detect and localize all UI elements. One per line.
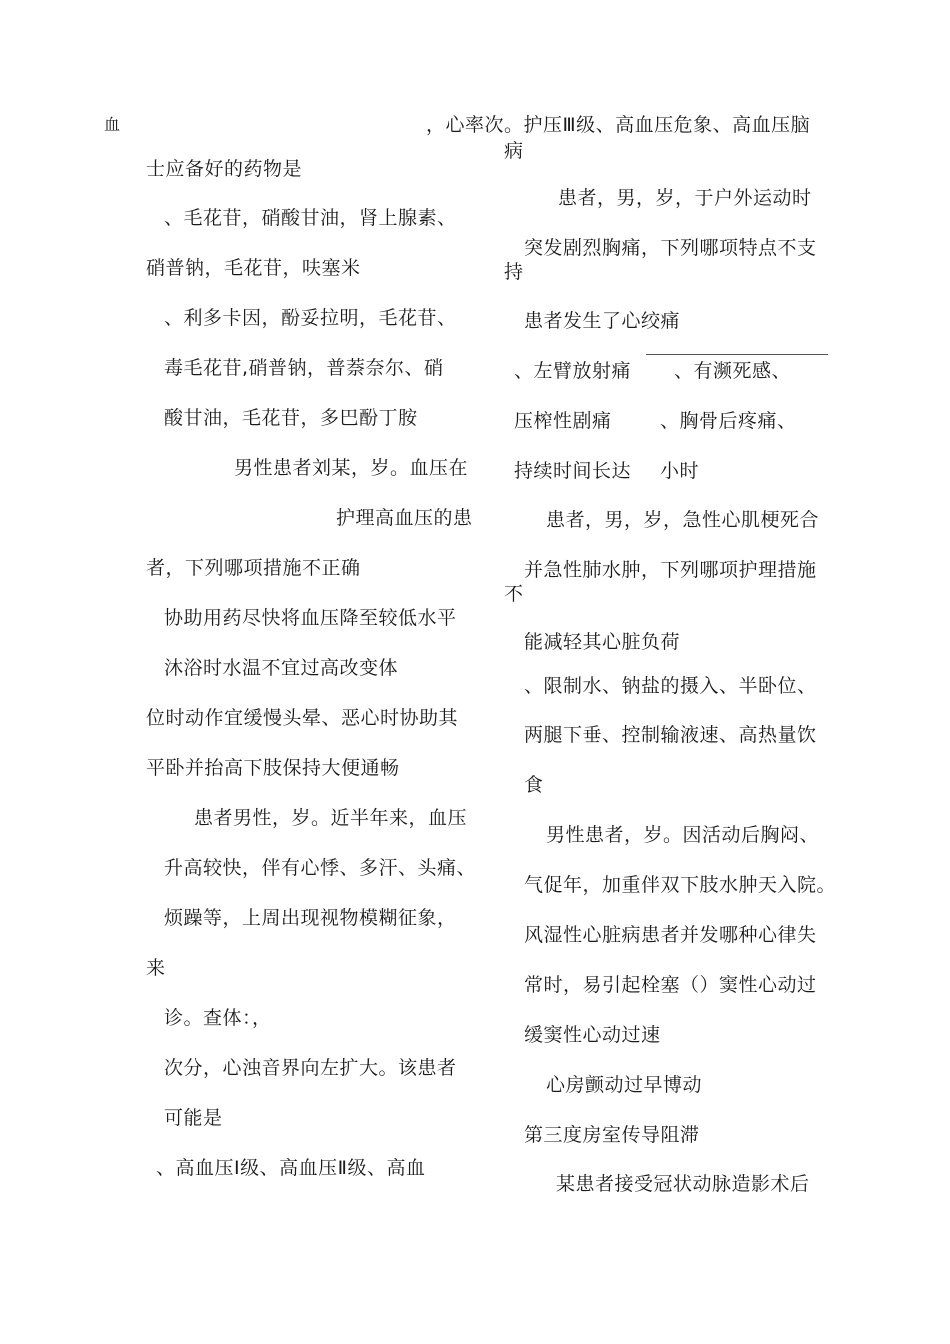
- text-line: 两腿下垂、控制输液速、高热量饮: [524, 724, 817, 746]
- text-line: 第三度房室传导阻滞: [524, 1124, 700, 1146]
- text-line: 风湿性心脏病患者并发哪种心律失: [524, 924, 817, 946]
- text-line: 来: [146, 957, 166, 979]
- text-line: 诊。查体：，: [164, 1007, 272, 1029]
- text-line: 能减轻其心脏负荷: [524, 631, 681, 653]
- text-line: 男性患者，岁。因活动后胸闷、: [546, 824, 820, 846]
- option-text: 、胸骨后疼痛、: [660, 410, 797, 432]
- text-line: 烦躁等，上周出现视物模糊征象，: [164, 907, 457, 929]
- text-line: 突发剧烈胸痛，下列哪项特点不支: [524, 237, 817, 259]
- text-line: 常时，易引起栓塞（）窦性心动过: [524, 974, 817, 996]
- option-text: 压榨性剧痛: [514, 410, 612, 432]
- option-text: 、有濒死感、: [674, 360, 792, 382]
- text-line: 血: [104, 115, 121, 134]
- text-line: 持: [504, 261, 524, 283]
- text-line: 食: [524, 774, 544, 796]
- text-line: 、限制水、钠盐的摄入、半卧位、: [524, 675, 817, 697]
- text-line: ，心率次。护压Ⅲ级、高血压危象、高血压脑: [426, 114, 811, 136]
- text-line: 并急性肺水肿，下列哪项护理措施: [524, 559, 817, 581]
- option-text: 、左臂放射痛: [514, 360, 632, 382]
- text-line: 平卧并抬高下肢保持大便通畅: [146, 757, 400, 779]
- option-text: 持续时间长达: [514, 460, 632, 482]
- text-line: 硝普钠，毛花苷，呋塞米: [146, 257, 361, 279]
- text-line: 某患者接受冠状动脉造影术后: [556, 1173, 810, 1195]
- text-line: 患者男性，岁。近半年来，血压: [194, 807, 468, 829]
- text-line: 护理高血压的患: [336, 507, 473, 529]
- text-line: 沐浴时水温不宜过高改变体: [164, 657, 399, 679]
- text-line: 不: [504, 583, 524, 605]
- text-line: 、利多卡因，酚妥拉明，毛花苷、: [164, 307, 457, 329]
- text-line: 病: [504, 140, 524, 162]
- text-line: 者，下列哪项措施不正确: [146, 557, 361, 579]
- text-line: 患者，男，岁，于户外运动时: [558, 187, 812, 209]
- text-line: 男性患者刘某，岁。血压在: [234, 457, 469, 479]
- text-line: 、毛花苷，硝酸甘油，肾上腺素、: [164, 207, 457, 229]
- text-line: 气促年，加重伴双下肢水肿天入院。: [524, 874, 837, 896]
- text-line: 协助用药尽快将血压降至较低水平: [164, 607, 457, 629]
- blank-underline: [646, 354, 828, 355]
- text-line: 位时动作宜缓慢头晕、恶心时协助其: [146, 707, 459, 729]
- text-line: 、高血压Ⅰ级、高血压Ⅱ级、高血: [156, 1157, 426, 1179]
- text-line: 士应备好的药物是: [146, 158, 303, 180]
- text-line: 缓窦性心动过速: [524, 1024, 661, 1046]
- text-line: 酸甘油，毛花苷，多巴酚丁胺: [164, 407, 418, 429]
- option-text: 小时: [660, 460, 700, 482]
- text-line: 可能是: [164, 1107, 223, 1129]
- text-line: 患者，男，岁，急性心肌梗死合: [546, 509, 820, 531]
- text-line: 次分，心浊音界向左扩大。该患者: [164, 1057, 457, 1079]
- text-line: 毒毛花苷,硝普钠，普萘奈尔、硝: [164, 357, 444, 379]
- text-line: 心房颤动过早博动: [546, 1074, 703, 1096]
- text-line: 患者发生了心绞痛: [524, 310, 681, 332]
- text-line: 升高较快，伴有心悸、多汗、头痛、: [164, 857, 477, 879]
